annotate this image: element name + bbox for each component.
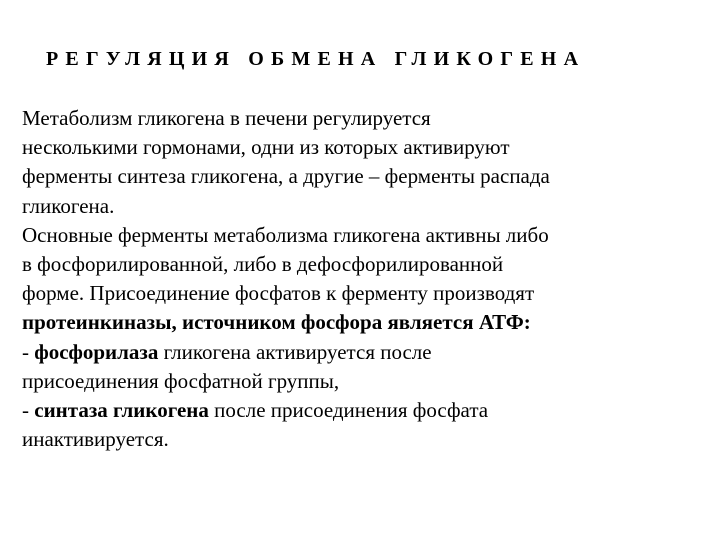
- body-line-9: [22, 338, 702, 367]
- body-line-5: Основные ферменты метаболизма гликогена активны либо: [22, 222, 549, 247]
- glycogen-synthase-term: синтаза гликогена: [34, 398, 209, 423]
- body-line-3: ферменты синтеза гликогена, а другие – ферменты распада: [22, 164, 550, 189]
- body-line-2: несколькими гормонами, одни из которых активируют: [22, 135, 510, 160]
- glycogen-synthase-text: после присоединения фосфата: [208, 398, 489, 423]
- body-line-11: [22, 396, 702, 425]
- bullet-dash: -: [22, 398, 35, 423]
- body-line-7: форме. Присоединение фосфатов к ферменту производят: [22, 281, 535, 306]
- body-line-10: присоединения фосфатной группы,: [22, 368, 340, 393]
- body-line-12: инактивируется.: [22, 427, 169, 452]
- body-line-4: гликогена.: [22, 193, 115, 218]
- body-line-6: в фосфорилированной, либо в дефосфорилированной: [22, 252, 504, 277]
- slide-title: РЕГУЛЯЦИЯ ОБМЕНА ГЛИКОГЕНА: [46, 48, 586, 70]
- phosphorylase-text: гликогена активируется после: [158, 339, 432, 364]
- body-line-1: Метаболизм гликогена в печени регулируется: [22, 106, 431, 130]
- bullet-dash: -: [22, 339, 35, 364]
- body-line-8-bold: протеинкиназы, источником фосфора является АТФ:: [22, 310, 531, 335]
- phosphorylase-term: фосфорилаза: [34, 339, 159, 364]
- slide-body: [22, 104, 702, 454]
